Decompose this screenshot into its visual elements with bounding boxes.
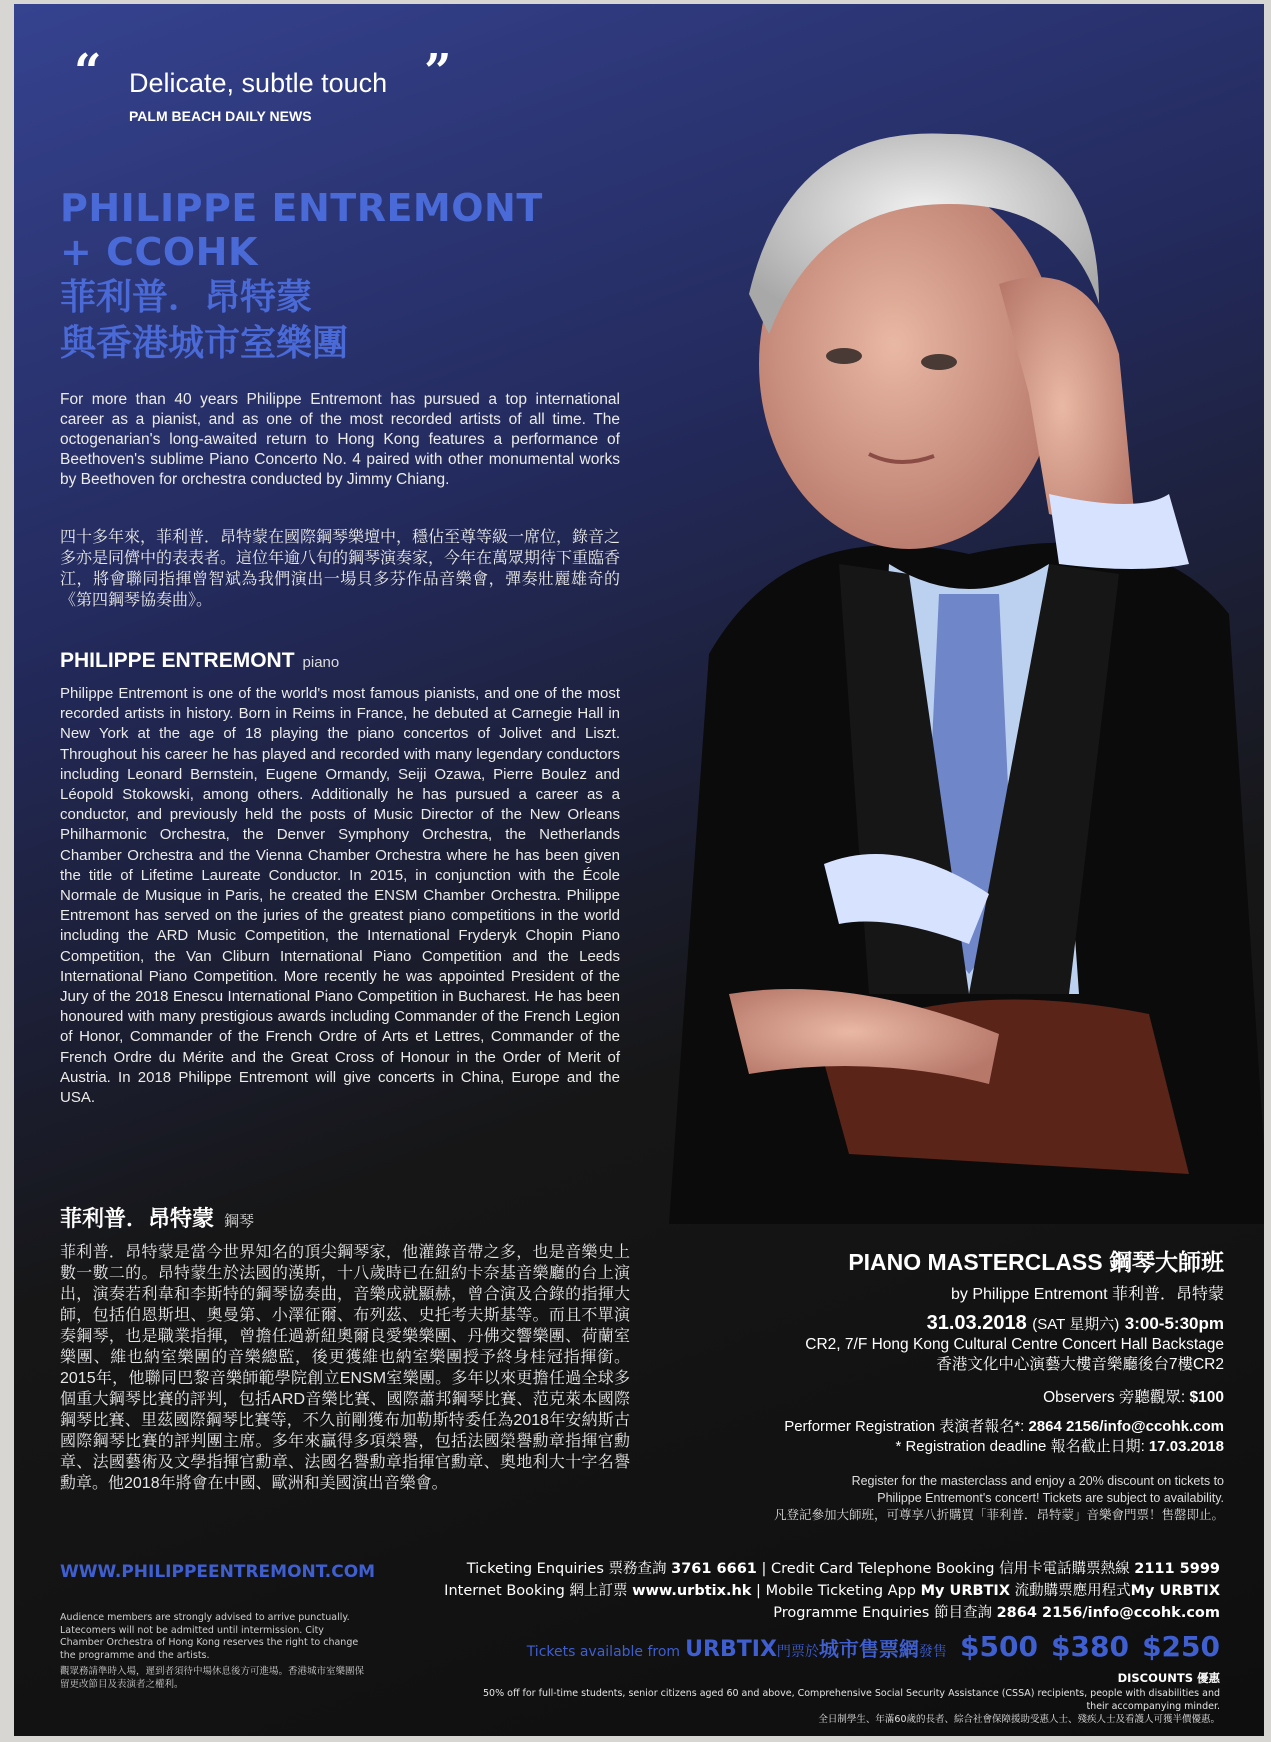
performer-contact: 2864 2156/info@ccohk.com <box>1028 1418 1224 1435</box>
ticketing-number: 3761 6661 <box>671 1561 757 1577</box>
observers-label: Observers 旁聽觀眾: <box>1043 1389 1186 1406</box>
internet-label: Internet Booking 網上訂票 <box>444 1583 628 1599</box>
masterclass-by: by Philippe Entremont 菲利普．昂特蒙 <box>951 1286 1224 1303</box>
masterclass-panel <box>734 1244 1224 1524</box>
note-en2: Philippe Entremont's concert! Tickets are subject to availability. <box>877 1491 1224 1505</box>
website-link[interactable]: WWW.PHILIPPEENTREMONT.COM <box>60 1562 376 1582</box>
quote-source: PALM BEACH DAILY NEWS <box>129 108 312 124</box>
discounts-en: 50% off for full-time students, senior citizens aged 60 and above, Comprehensive Social Security Assistance (CSSA) recipients, people with disabilities and their accompanying minder. <box>483 1688 1220 1712</box>
internet-url[interactable]: www.urbtix.hk <box>632 1583 752 1599</box>
footer <box>14 1542 1264 1736</box>
observers-price: $100 <box>1189 1389 1224 1406</box>
date-time: 3:00-5:30pm <box>1124 1314 1224 1333</box>
price-2: $380 <box>1051 1630 1129 1663</box>
ticketing-info <box>400 1558 1220 1624</box>
open-quote-mark: “ <box>74 44 102 100</box>
programme-label: Programme Enquiries 節目查詢 <box>773 1605 992 1621</box>
ticket-prices <box>527 1630 1220 1663</box>
masterclass-heading: PIANO MASTERCLASS 鋼琴大師班 <box>848 1249 1224 1275</box>
mobile-app-zh: My URBTIX <box>1130 1583 1220 1599</box>
registration-lines <box>734 1417 1224 1457</box>
bio-en-heading <box>60 649 620 673</box>
bio-zh-heading <box>60 1202 620 1233</box>
quote-text: Delicate, subtle touch <box>129 68 388 98</box>
ticketing-line2: Internet Booking 網上訂票 www.urbtix.hk | Mobile Ticketing App My URBTIX 流動購票應用程式My URBTIX <box>444 1583 1220 1599</box>
concert-flyer <box>14 4 1264 1736</box>
note-en1: Register for the masterclass and enjoy a 20% discount on tickets to <box>851 1474 1224 1488</box>
ticketing-line3 <box>400 1602 1220 1624</box>
disclaimer-zh: 觀眾務請準時入場，遲到者須待中場休息後方可進場。香港城市室樂團保留更改節目及表演者之權利。 <box>60 1666 365 1690</box>
discounts-zh: 全日制學生、年滿60歲的長者、綜合社會保障援助受惠人士、殘疾人士及看護人可獲半價優惠。 <box>818 1714 1220 1725</box>
deadline-label: * Registration deadline 報名截止日期: <box>895 1438 1145 1455</box>
urbtix-logo: URBTIX <box>685 1637 777 1662</box>
bio-zh-role: 鋼琴 <box>224 1213 255 1230</box>
title-en-line1: PHILIPPE ENTREMONT <box>60 186 543 230</box>
urbtix-zh: 城市售票網 <box>818 1637 919 1661</box>
title-en-line2: + CCOHK <box>60 230 258 274</box>
discounts-text <box>460 1687 1220 1726</box>
disclaimer <box>60 1612 370 1691</box>
price-1: $500 <box>960 1630 1038 1663</box>
avail-prefix: Tickets available from <box>526 1644 681 1660</box>
bio-zh-name: 菲利普．昂特蒙 <box>60 1206 215 1231</box>
deadline-date: 17.03.2018 <box>1148 1438 1224 1455</box>
observers-line <box>734 1385 1224 1407</box>
disclaimer-en: Audience members are strongly advised to arrive punctually. Latecomers will not be admitted until intermission. City Chamber Orchestra of Hong Kong reserves the right to change the programme and the artists. <box>60 1612 359 1661</box>
performer-label: Performer Registration 表演者報名*: <box>784 1418 1025 1435</box>
programme-contact: 2864 2156/info@ccohk.com <box>996 1605 1220 1621</box>
close-quote-mark: ” <box>424 44 452 100</box>
mobile-label-zh: 流動購票應用程式 <box>1014 1583 1131 1599</box>
venue-zh: 香港文化中心演藝大樓音樂廳後台7樓CR2 <box>936 1356 1224 1373</box>
title-zh-line2: 與香港城市室樂團 <box>60 322 349 363</box>
intro-zh: 四十多年來，菲利普．昂特蒙在國際鋼琴樂壇中，穩佔至尊等級一席位，錄音之多亦是同儕中的表表者。這位年逾八旬的鋼琴演奏家，今年在萬眾期待下重臨香江，將會聯同指揮曾智斌為我們演出一場貝多芬作品音樂會，彈奏壯麗雄奇的《第四鋼琴協奏曲》。 <box>60 529 621 609</box>
concert-title <box>60 186 580 366</box>
mobile-app: My URBTIX <box>920 1583 1010 1599</box>
masterclass-date <box>734 1312 1224 1335</box>
ticketing-label: Ticketing Enquiries 票務查詢 <box>466 1561 667 1577</box>
venue-en: CR2, 7/F Hong Kong Cultural Centre Concert Hall Backstage <box>805 1336 1224 1353</box>
bio-zh-text: 菲利普．昂特蒙是當今世界知名的頂尖鋼琴家，他灌錄音帶之多，也是音樂史上數一數二的。昂特蒙生於法國的漢斯，十八歲時已在紐約卡奈基音樂廳的台上演出，演奏若利韋和李斯特的鋼琴協奏曲，音樂成就顯赫，曾合演及合錄的指揮大師，包括伯恩斯坦、奧曼第、小澤征爾、布列茲、史托考夫斯基等。而且不單演奏鋼琴，也是職業指揮，曾擔任過新紐奧爾良愛樂樂團、丹佛交響樂團、荷蘭室樂團、維也納室樂團的音樂總監，後更獲維也納室樂團授予終身桂冠指揮銜。2015年，他聯同巴黎音樂師範學院創立ENSM室樂團。多年以來更擔任過全球多個重大鋼琴比賽的評判，包括ARD音樂比賽、國際蕭邦鋼琴比賽、范克萊本國際鋼琴比賽、里茲國際鋼琴比賽等，不久前剛獲布加勒斯特委任為2018年安納斯古國際鋼琴比賽的評判團主席。多年來贏得多項榮譽，包括法國榮譽勳章指揮官勳章、法國藝術及文學指揮官勳章、法國名譽勳章指揮官勳章、奧地利大十字名譽勳章。他2018年將會在中國、歐洲和美國演出音樂會。 <box>60 1244 630 1492</box>
credit-label: Credit Card Telephone Booking 信用卡電話購票熱線 <box>771 1561 1130 1577</box>
ticketing-line1: Ticketing Enquiries 票務查詢 3761 6661 | Credit Card Telephone Booking 信用卡電話購票熱線 2111 5999 <box>466 1561 1220 1577</box>
bio-en-text: Philippe Entremont is one of the world's most famous pianists, and one of the most recorded artists in history. Born in Reims in France, he debuted at Carnegie Hall in New York at the age of 18 playing the piano concertos of Jolivet and Liszt. Throughout his career he has played and recorded with many legendary conductors including Leonard Bernstein, Eugene Ormandy, Seiji Ozawa, Pierre Boulez and Léopold Stokowski, among others. Additionally he has pursued a career as a conductor, and previously held the posts of Music Director of the New Orleans Philharmonic Orchestra, the Denver Symphony Orchestra, the Netherlands Chamber Orchestra and the Vienna Chamber Orchestra where he has been given the title of Lifetime Laureate Conductor. In 2015, in conjunction with the École Normale de Musique in Paris, he created the ENSM Chamber Orchestra. Philippe Entremont has served on the juries of the greatest piano competitions in the world including the ARD Music Competition, the International Fryderyk Chopin Piano Competition, the Van Cliburn International Piano Competition and the Leeds International Piano Competition. More recently he was appointed President of the Jury of the 2018 Enescu International Piano Competition in Bucharest. He has been honoured with many prestigious awards including Commander of the French Legion of Honor, Commander of the French Ordre of Arts et Lettres, Commander of the French Ordre du Mérite and the Great Cross of Honour in the Order of Merit of Austria. In 2018 Philippe Entremont will give concerts in China, Europe and the USA. <box>60 685 620 1107</box>
price-3: $250 <box>1142 1630 1220 1663</box>
date-day: (SAT 星期六) <box>1032 1316 1120 1333</box>
credit-number: 2111 5999 <box>1134 1561 1220 1577</box>
bio-en-name: PHILIPPE ENTREMONT <box>60 649 295 672</box>
date-value: 31.03.2018 <box>926 1312 1027 1334</box>
note-zh: 凡登記參加大師班，可尊享八折購買「菲利普．昂特蒙」音樂會門票！售罄即止。 <box>773 1508 1224 1522</box>
avail-suffix: 發售 <box>918 1644 947 1660</box>
portrait-photo <box>669 94 1264 1224</box>
intro-en: For more than 40 years Philippe Entremont has pursued a top international career as a pianist, and as one of the most recorded artists of all time. The octogenarian's long-awaited return to Hong Kong features a performance of Beethoven's sublime Piano Concerto No. 4 paired with other monumental works by Beethoven for orchestra conducted by Jimmy Chiang. <box>60 391 620 488</box>
avail-mid: 門票於 <box>776 1644 819 1660</box>
discounts-heading: DISCOUNTS 優惠 <box>1117 1671 1220 1685</box>
performer-line <box>734 1417 1224 1437</box>
bio-en-role: piano <box>302 654 340 671</box>
title-zh-line1: 菲利普．昂特蒙 <box>60 276 313 317</box>
deadline-line <box>734 1437 1224 1457</box>
discount-note <box>734 1473 1224 1524</box>
mobile-label: Mobile Ticketing App <box>765 1583 916 1599</box>
